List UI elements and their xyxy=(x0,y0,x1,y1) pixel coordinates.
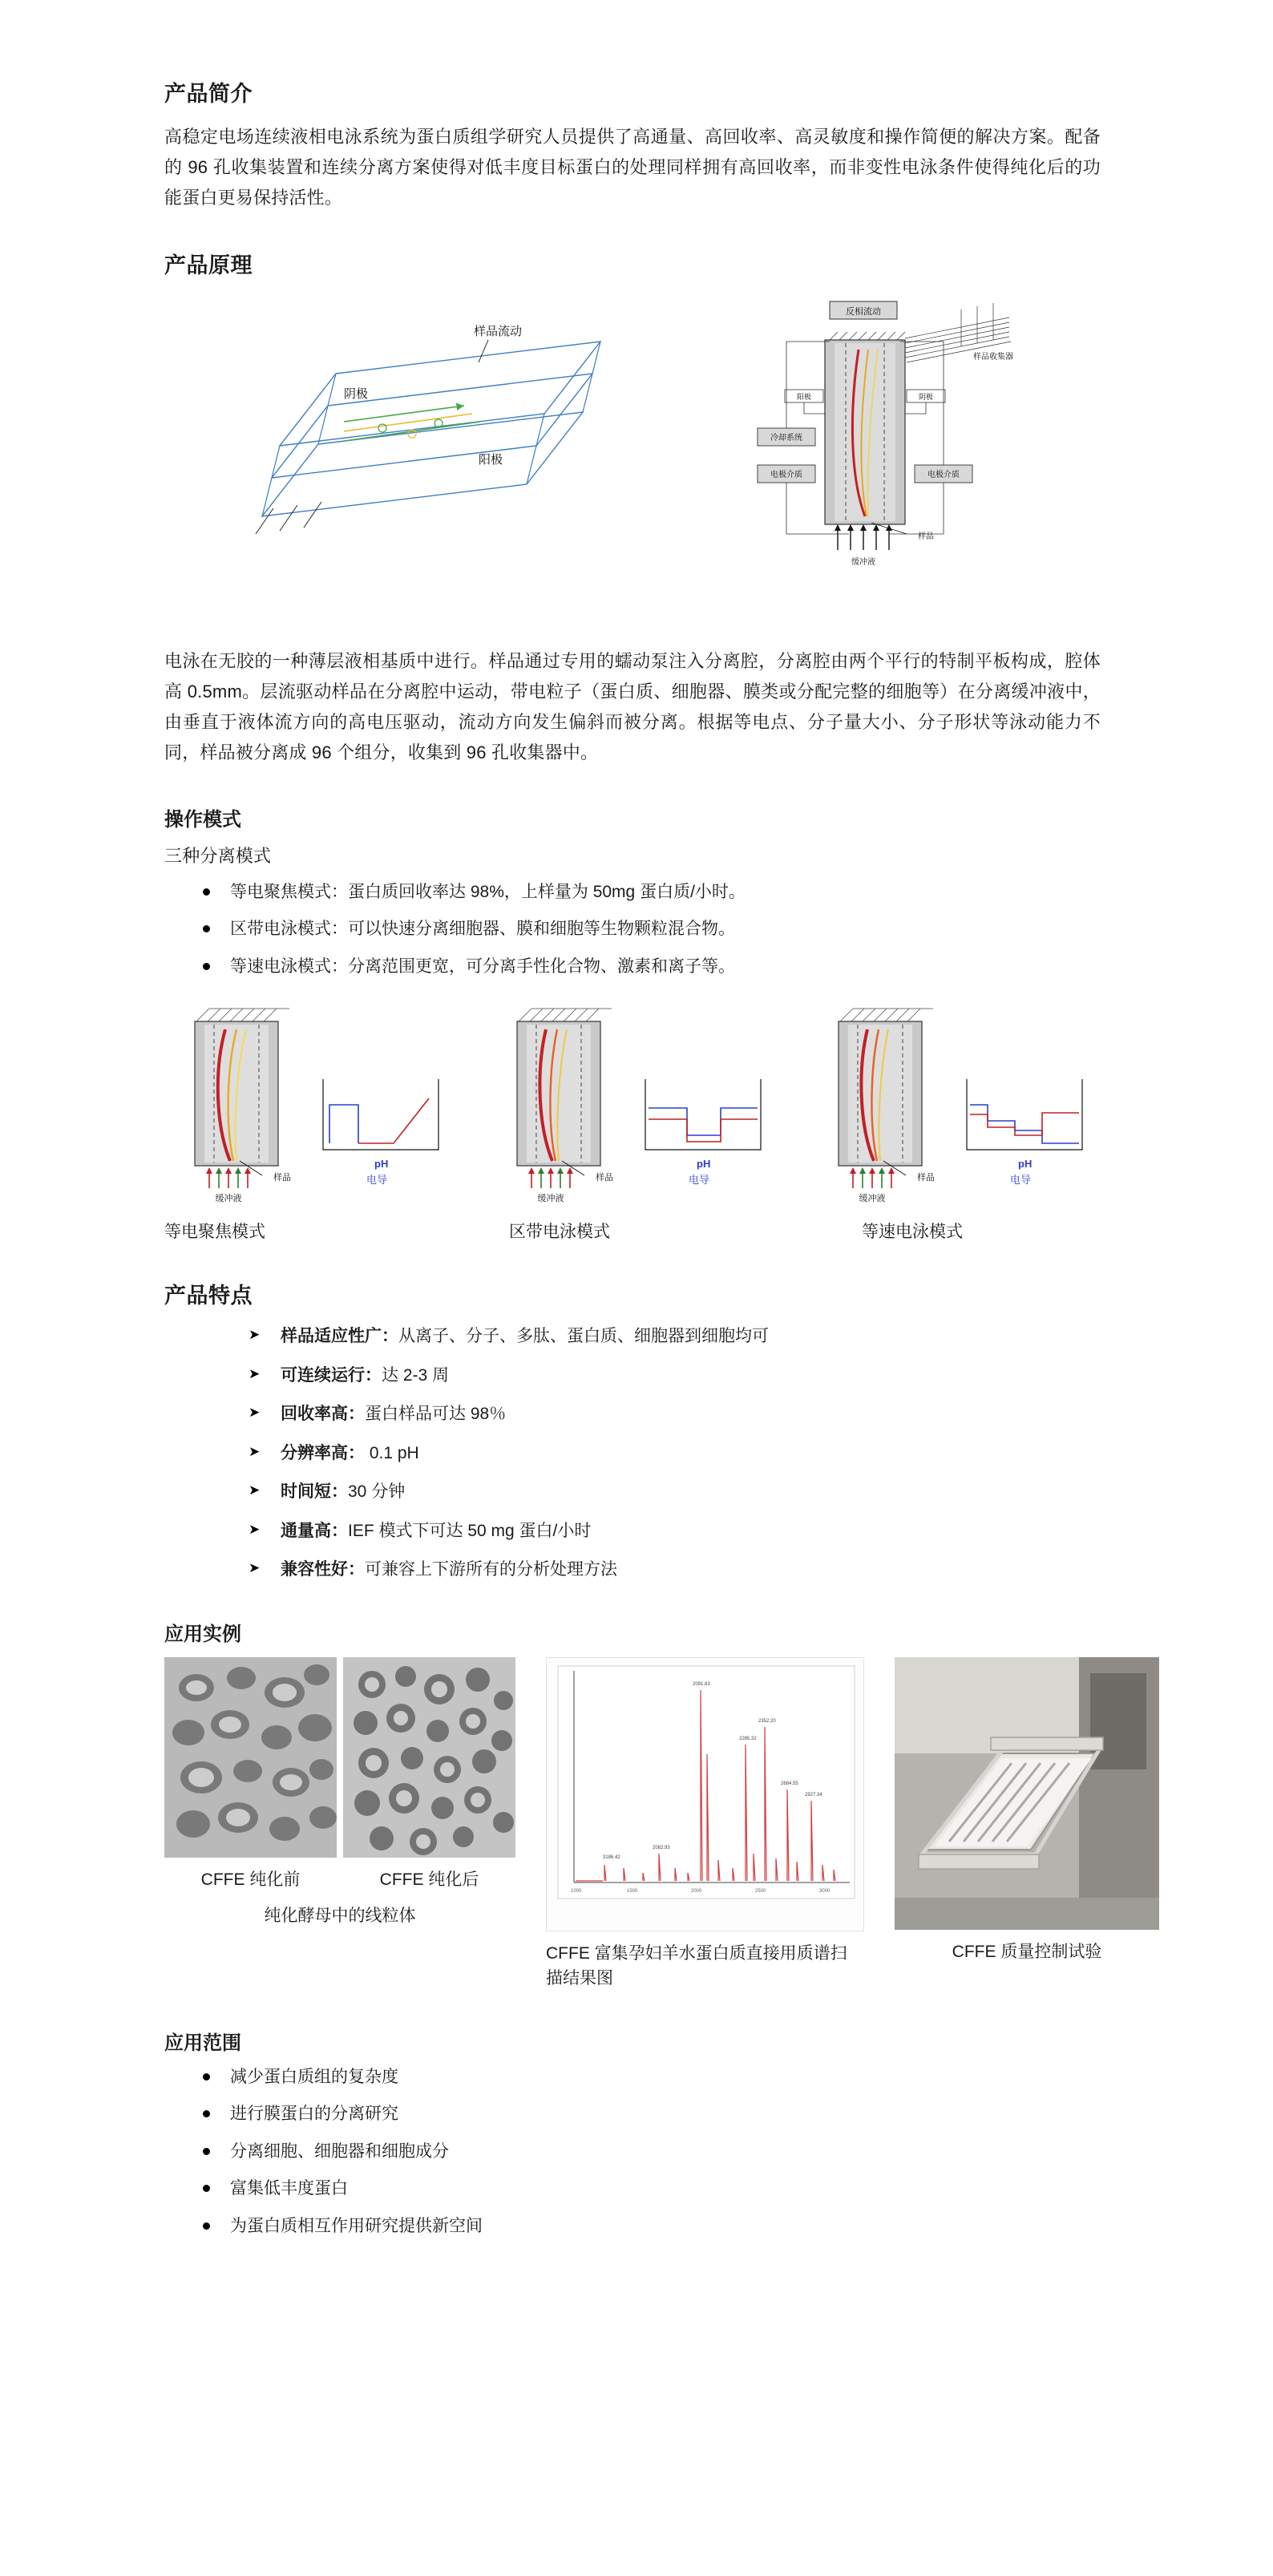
em-figure-group xyxy=(164,1657,515,1929)
mode-caption-1: 区带电泳模式 xyxy=(509,1223,610,1242)
trace-diagram-itp xyxy=(952,1073,1101,1193)
mode-desc-0: 蛋白质回收率达 98%，上样量为 50mg 蛋白质/小时。 xyxy=(348,882,746,901)
svg-text:电极介质: 电极介质 xyxy=(927,471,960,480)
label-sample-flow: 样品流动 xyxy=(474,325,523,339)
svg-text:3000: 3000 xyxy=(819,1888,830,1894)
list-item: 区带电泳模式：可以快速分离细胞器、膜和细胞等生物颗粒混合物。 xyxy=(196,916,1101,943)
applications-title: 应用实例 xyxy=(164,1623,241,1645)
svg-text:缓冲液: 缓冲液 xyxy=(851,558,875,568)
svg-text:1500: 1500 xyxy=(627,1888,638,1894)
svg-text:样品: 样品 xyxy=(595,1173,613,1183)
svg-text:冷却系统: 冷却系统 xyxy=(770,434,802,443)
list-item: 分离细胞、细胞器和细胞成分 xyxy=(196,2139,1101,2166)
feature-text-1: 达 2-3 周 xyxy=(382,1365,450,1385)
svg-text:阳极: 阳极 xyxy=(796,393,812,402)
list-item xyxy=(249,1324,1101,1349)
ms-spectrum-chart xyxy=(546,1657,864,1931)
feature-kw-3: 分辨率高： xyxy=(281,1443,365,1462)
feature-text-2: 蛋白样品可达 98％ xyxy=(365,1405,507,1424)
feature-kw-2: 回收率高： xyxy=(281,1405,365,1424)
ms-peak-label-1: 2091.83 xyxy=(693,1681,710,1687)
em-image-before xyxy=(164,1657,337,1858)
instrument-photo xyxy=(895,1657,1159,1930)
principle-title: 产品原理 xyxy=(164,253,253,278)
caption-ms: CFFE 富集孕妇羊水蛋白质直接用质谱扫描结果图 xyxy=(546,1943,847,1988)
list-item: 减少蛋白质组的复杂度 xyxy=(196,2064,1101,2091)
feature-kw-6: 兼容性好： xyxy=(281,1560,365,1579)
scope-list xyxy=(164,2064,1101,2240)
principle-figures xyxy=(164,293,1101,614)
caption-photo: CFFE 质量控制试验 xyxy=(952,1942,1102,1961)
features-title: 产品特点 xyxy=(164,1284,253,1308)
device-diagram-zone xyxy=(495,997,623,1214)
svg-text:电导: 电导 xyxy=(366,1174,388,1187)
mode-figure-ief xyxy=(172,997,457,1214)
section-scope xyxy=(164,2027,1101,2240)
mode-figure-itp xyxy=(816,997,1101,1214)
svg-text:样品: 样品 xyxy=(917,1173,935,1183)
list-item: 进行膜蛋白的分离研究 xyxy=(196,2101,1101,2128)
features-list xyxy=(164,1324,1101,1583)
caption-em-before: CFFE 纯化前 xyxy=(200,1870,301,1889)
mode-desc-2: 分离范围更宽，可分离手性化合物、激素和离子等。 xyxy=(348,956,735,976)
feature-kw-0: 样品适应性广： xyxy=(281,1327,398,1346)
scope-title: 应用范围 xyxy=(164,2032,241,2054)
intro-title: 产品简介 xyxy=(164,82,253,106)
ms-peak-label-5: 2927.34 xyxy=(805,1792,822,1798)
section-features xyxy=(164,1278,1101,1583)
trace-diagram-zone xyxy=(631,1073,779,1193)
svg-text:2500: 2500 xyxy=(755,1888,766,1894)
svg-text:电导: 电导 xyxy=(1010,1174,1032,1187)
svg-text:电极介质: 电极介质 xyxy=(770,471,802,480)
application-figures xyxy=(164,1657,1101,1992)
svg-text:反相流动: 反相流动 xyxy=(846,307,881,317)
list-item xyxy=(249,1363,1101,1389)
list-item xyxy=(249,1401,1101,1427)
feature-text-4: 30 分钟 xyxy=(348,1482,406,1502)
svg-text:pH: pH xyxy=(1018,1158,1033,1171)
svg-text:样品: 样品 xyxy=(918,532,934,542)
svg-text:缓冲液: 缓冲液 xyxy=(537,1194,564,1204)
device-diagram-itp xyxy=(816,997,944,1214)
mode-desc-1: 可以快速分离细胞器、膜和细胞等生物颗粒混合物。 xyxy=(348,920,735,939)
caption-em-after: CFFE 纯化后 xyxy=(379,1870,479,1889)
feature-text-0: 从离子、分子、多肽、蛋白质、细胞器到细胞均可 xyxy=(398,1327,769,1346)
feature-kw-4: 时间短： xyxy=(281,1482,348,1502)
mode-name-0: 等电聚焦模式 xyxy=(230,882,331,901)
svg-text:电导: 电导 xyxy=(688,1174,709,1187)
mode-caption-2: 等速电泳模式 xyxy=(862,1223,963,1242)
svg-text:缓冲液: 缓冲液 xyxy=(859,1194,886,1204)
chamber-schematic-figure xyxy=(689,293,1041,614)
svg-text:1000: 1000 xyxy=(571,1888,582,1894)
feature-kw-5: 通量高： xyxy=(281,1521,348,1540)
feature-text-6: 可兼容上下游所有的分析处理方法 xyxy=(365,1560,617,1579)
mode-caption-row xyxy=(164,1219,1101,1243)
section-principle xyxy=(164,248,1101,767)
list-item: 富集低丰度蛋白 xyxy=(196,2176,1101,2202)
svg-text:2000: 2000 xyxy=(691,1888,702,1894)
device-diagram-ief xyxy=(172,997,301,1214)
label-anode: 阳极 xyxy=(479,453,503,467)
svg-text:样品: 样品 xyxy=(273,1173,291,1183)
feature-kw-1: 可连续运行： xyxy=(281,1365,382,1385)
label-cathode: 阴极 xyxy=(344,387,369,402)
em-image-after xyxy=(343,1657,515,1858)
section-modes xyxy=(164,803,1101,1243)
modes-list xyxy=(164,880,1101,981)
trace-diagram-ief xyxy=(309,1073,457,1193)
chamber-isometric-figure xyxy=(224,293,641,614)
caption-em-yeast: 纯化酵母中的线粒体 xyxy=(264,1907,416,1926)
svg-text:pH: pH xyxy=(374,1158,389,1171)
list-item xyxy=(249,1519,1101,1544)
ms-peak-label-2: 2285.32 xyxy=(739,1736,757,1741)
list-item: 等电聚焦模式：蛋白质回收率达 98%，上样量为 50mg 蛋白质/小时。 xyxy=(196,880,1101,906)
feature-text-3: 0.1 pH xyxy=(365,1443,419,1462)
ms-peak-label-0: 2082.93 xyxy=(653,1845,670,1850)
list-item: 等速电泳模式：分离范围更宽，可分离手性化合物、激素和离子等。 xyxy=(196,954,1101,981)
ms-peak-label-4: 2684.55 xyxy=(781,1781,798,1786)
section-applications xyxy=(164,1618,1101,1992)
list-item xyxy=(249,1479,1101,1505)
modes-title: 操作模式 xyxy=(164,808,241,831)
svg-text:样品收集器: 样品收集器 xyxy=(973,353,1013,362)
ms-peak-label-6: 3186.42 xyxy=(603,1854,620,1860)
svg-text:缓冲液: 缓冲液 xyxy=(215,1194,242,1204)
list-item: 为蛋白质相互作用研究提供新空间 xyxy=(196,2214,1101,2240)
svg-text:阴极: 阴极 xyxy=(918,393,934,402)
svg-text:pH: pH xyxy=(696,1158,710,1171)
principle-paragraph: 电泳在无胶的一种薄层液相基质中进行。样品通过专用的蠕动泵注入分离腔，分离腔由两个平行的特制平板构成，腔体高 0.5mm。层流驱动样品在分离腔中运动，带电粒子（蛋白质、细胞器、膜类或分配完整的细胞等）在分离缓冲液中，由垂直于液体流方向的高电压驱动，流动方向发生偏斜而被分离。根据等电点、分子量大小、分子形状等泳动能力不同，样品被分离成 96 个组分，收集到 96 孔收集器中。 xyxy=(164,651,1101,762)
mode-name-1: 区带电泳模式 xyxy=(230,920,331,939)
mode-name-2: 等速电泳模式 xyxy=(230,956,331,976)
section-intro xyxy=(164,76,1101,212)
ms-figure-group xyxy=(546,1657,864,1992)
mode-figures xyxy=(164,997,1101,1214)
mode-figure-zone xyxy=(495,997,779,1214)
feature-text-5: IEF 模式下可达 50 mg 蛋白/小时 xyxy=(348,1521,592,1540)
photo-figure-group xyxy=(895,1657,1159,1965)
mode-caption-0: 等电聚焦模式 xyxy=(164,1223,265,1242)
ms-peak-label-3: 2352.20 xyxy=(758,1718,776,1724)
modes-subtitle: 三种分离模式 xyxy=(164,845,272,866)
list-item xyxy=(249,1557,1101,1583)
intro-paragraph: 高稳定电场连续液相电泳系统为蛋白质组学研究人员提供了高通量、高回收率、高灵敏度和操作简便的解决方案。配备的 96 孔收集装置和连续分离方案使得对低丰度目标蛋白的处理同样拥有高回收率，而非变性电泳条件使得纯化后的功能蛋白更易保持活性。 xyxy=(164,127,1101,208)
list-item xyxy=(249,1441,1101,1466)
